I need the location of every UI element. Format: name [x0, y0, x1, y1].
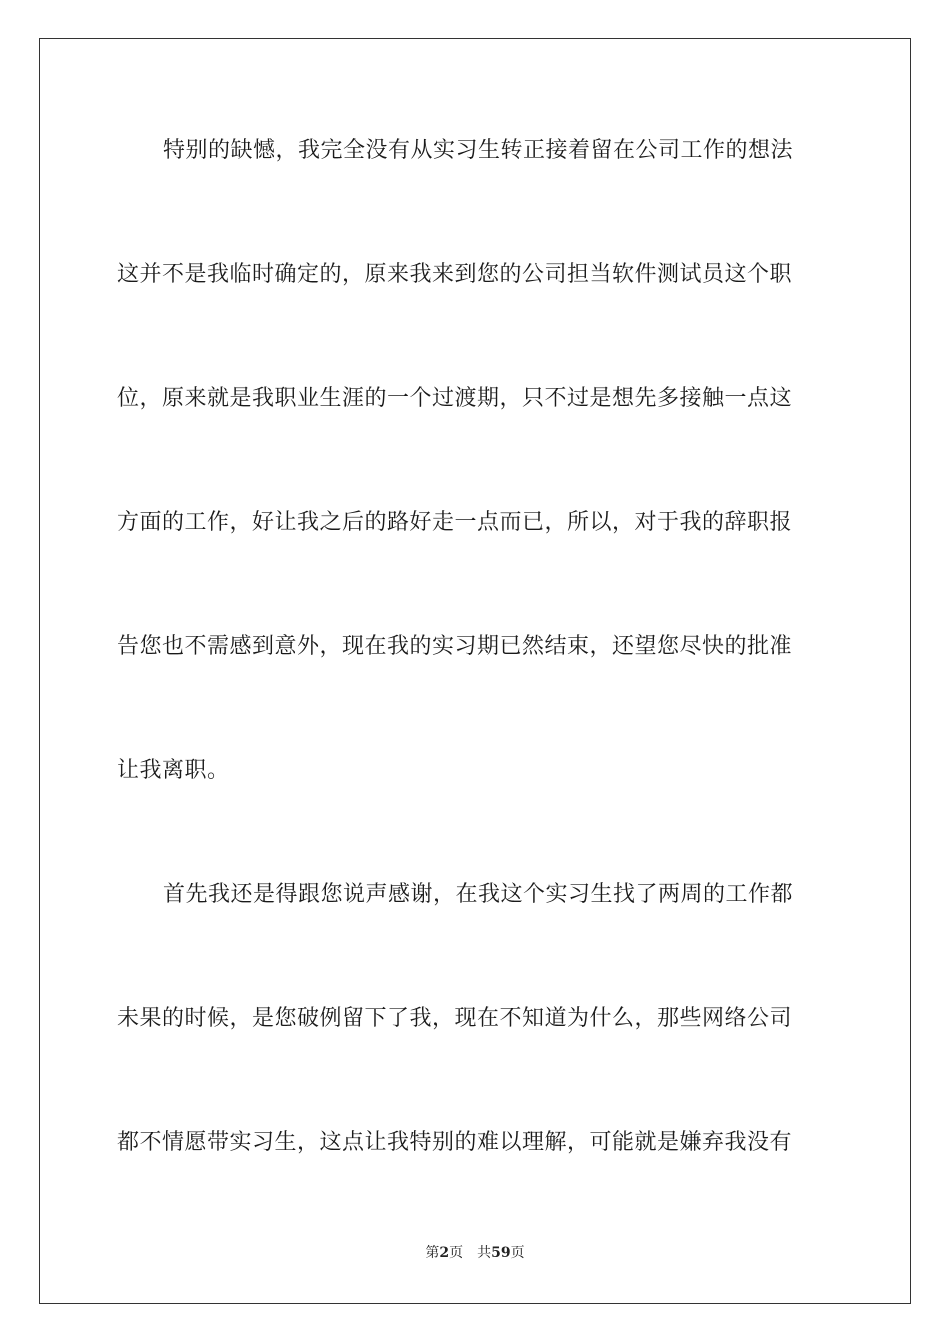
paragraph-2-line-3: 都不情愿带实习生，这点让我特别的难以理解，可能就是嫌弃我没有 [117, 1130, 793, 1155]
paragraph-1-line-4: 方面的工作，好让我之后的路好走一点而已，所以，对于我的辞职报 [117, 510, 793, 535]
page-prefix: 第 [425, 1245, 440, 1261]
paragraph-1-line-2: 这并不是我临时确定的，原来我来到您的公司担当软件测试员这个职 [117, 262, 793, 287]
paragraph-1-line-5: 告您也不需感到意外，现在我的实习期已然结束，还望您尽快的批准 [117, 634, 793, 659]
page-border [39, 38, 911, 1304]
total-suffix: 页 [510, 1245, 525, 1261]
current-page-number: 2 [439, 1245, 450, 1261]
paragraph-1-line-3: 位，原来就是我职业生涯的一个过渡期，只不过是想先多接触一点这 [117, 386, 793, 411]
paragraph-2-line-2: 未果的时候，是您破例留下了我，现在不知道为什么，那些网络公司 [117, 1006, 793, 1031]
paragraph-2-line-1: 首先我还是得跟您说声感谢，在我这个实习生找了两周的工作都 [163, 882, 794, 907]
total-page-count: 59 [491, 1245, 511, 1261]
paragraph-1-line-6: 让我离职。 [117, 758, 230, 783]
paragraph-1-line-1: 特别的缺憾，我完全没有从实习生转正接着留在公司工作的想法 [163, 138, 794, 163]
page-footer [0, 1244, 950, 1262]
page-suffix: 页 [449, 1245, 464, 1261]
total-prefix: 共 [477, 1245, 492, 1261]
